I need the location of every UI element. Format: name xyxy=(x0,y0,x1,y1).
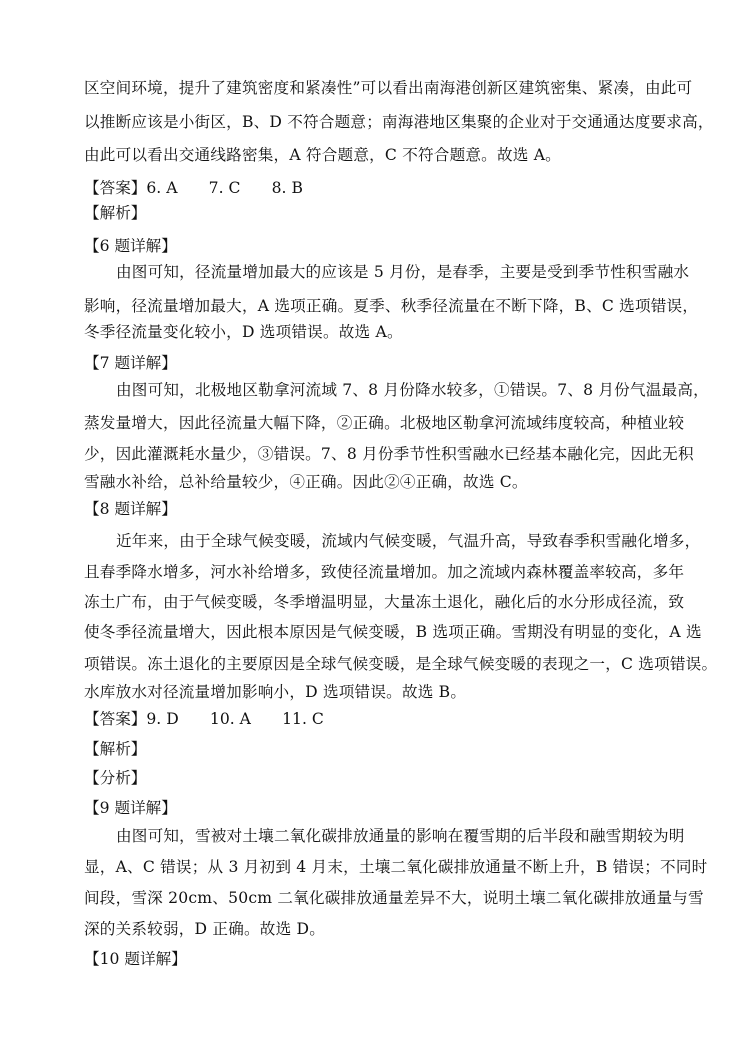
paragraph-line: 由图可知，径流量增加最大的应该是 5 月份，是春季，主要是受到季节性积雪融水 xyxy=(116,263,690,281)
section-heading: 【解析】 xyxy=(84,204,147,222)
answer-line: 【答案】6. A 7. C 8. B xyxy=(84,179,303,197)
paragraph-line: 显，A、C 错误；从 3 月初到 4 月末，土壤二氧化碳排放通量不断上升，B 错误；不同时 xyxy=(84,858,708,876)
paragraph-line: 间段，雪深 20cm、50cm 二氧化碳排放通量差异不大，说明土壤二氧化碳排放通量与雪 xyxy=(84,889,704,907)
answer-line: 【答案】9. D 10. A 11. C xyxy=(84,710,324,728)
paragraph-line: 由图可知，北极地区勒拿河流域 7、8 月份降水较多，①错误。7、8 月份气温最高， xyxy=(116,381,709,399)
question-heading: 【9 题详解】 xyxy=(84,799,177,817)
paragraph-line: 由图可知，雪被对土壤二氧化碳排放通量的影响在覆雪期的后半段和融雪期较为明 xyxy=(116,827,685,845)
paragraph-line: 近年来，由于全球气候变暖，流域内气候变暖，气温升高，导致春季积雪融化增多， xyxy=(116,532,701,550)
paragraph-line: 区空间环境，提升了建筑密度和紧凑性”可以看出南海港创新区建筑密集、紧凑，由此可 xyxy=(84,79,693,97)
paragraph-line: 冻土广布，由于气候变暖，冬季增温明显，大量冻土退化，融化后的水分形成径流，致 xyxy=(84,593,685,611)
paragraph-line: 且春季降水增多，河水补给增多，致使径流量增加。加之流域内森林覆盖率较高，多年 xyxy=(84,563,685,581)
paragraph-line: 蒸发量增大，因此径流量大幅下降，②正确。北极地区勒拿河流域纬度较高，种植业较 xyxy=(84,414,685,432)
paragraph-line: 以推断应该是小街区，B、D 不符合题意；南海港地区集聚的企业对于交通通达度要求高， xyxy=(84,113,714,131)
question-heading: 【8 题详解】 xyxy=(84,500,177,518)
paragraph-line: 水库放水对径流量增加影响小，D 选项错误。故选 B。 xyxy=(84,683,467,701)
paragraph-line: 雪融水补给，总补给量较少，④正确。因此②④正确，故选 C。 xyxy=(84,473,528,491)
question-heading: 【6 题详解】 xyxy=(84,237,177,255)
section-heading: 【解析】 xyxy=(84,740,147,758)
section-heading: 【分析】 xyxy=(84,769,147,787)
paragraph-line: 冬季径流量变化较小，D 选项错误。故选 A。 xyxy=(84,323,403,341)
question-heading: 【7 题详解】 xyxy=(84,354,177,372)
paragraph-line: 由此可以看出交通线路密集，A 符合题意，C 不符合题意。故选 A。 xyxy=(84,146,561,164)
paragraph-line: 使冬季径流量增大，因此根本原因是气候变暖，B 选项正确。雪期没有明显的变化，A 选 xyxy=(84,623,702,641)
question-heading: 【10 题详解】 xyxy=(84,950,187,968)
paragraph-line: 深的关系较弱，D 正确。故选 D。 xyxy=(84,920,326,938)
paragraph-line: 影响，径流量增加最大，A 选项正确。夏季、秋季径流量在不断下降，B、C 选项错误， xyxy=(84,297,699,315)
paragraph-line: 少，因此灌溉耗水量少，③错误。7、8 月份季节性积雪融水已经基本融化完，因此无积 xyxy=(84,445,694,463)
paragraph-line: 项错误。冻土退化的主要原因是全球气候变暖，是全球气候变暖的表现之一，C 选项错误。 xyxy=(84,655,718,673)
